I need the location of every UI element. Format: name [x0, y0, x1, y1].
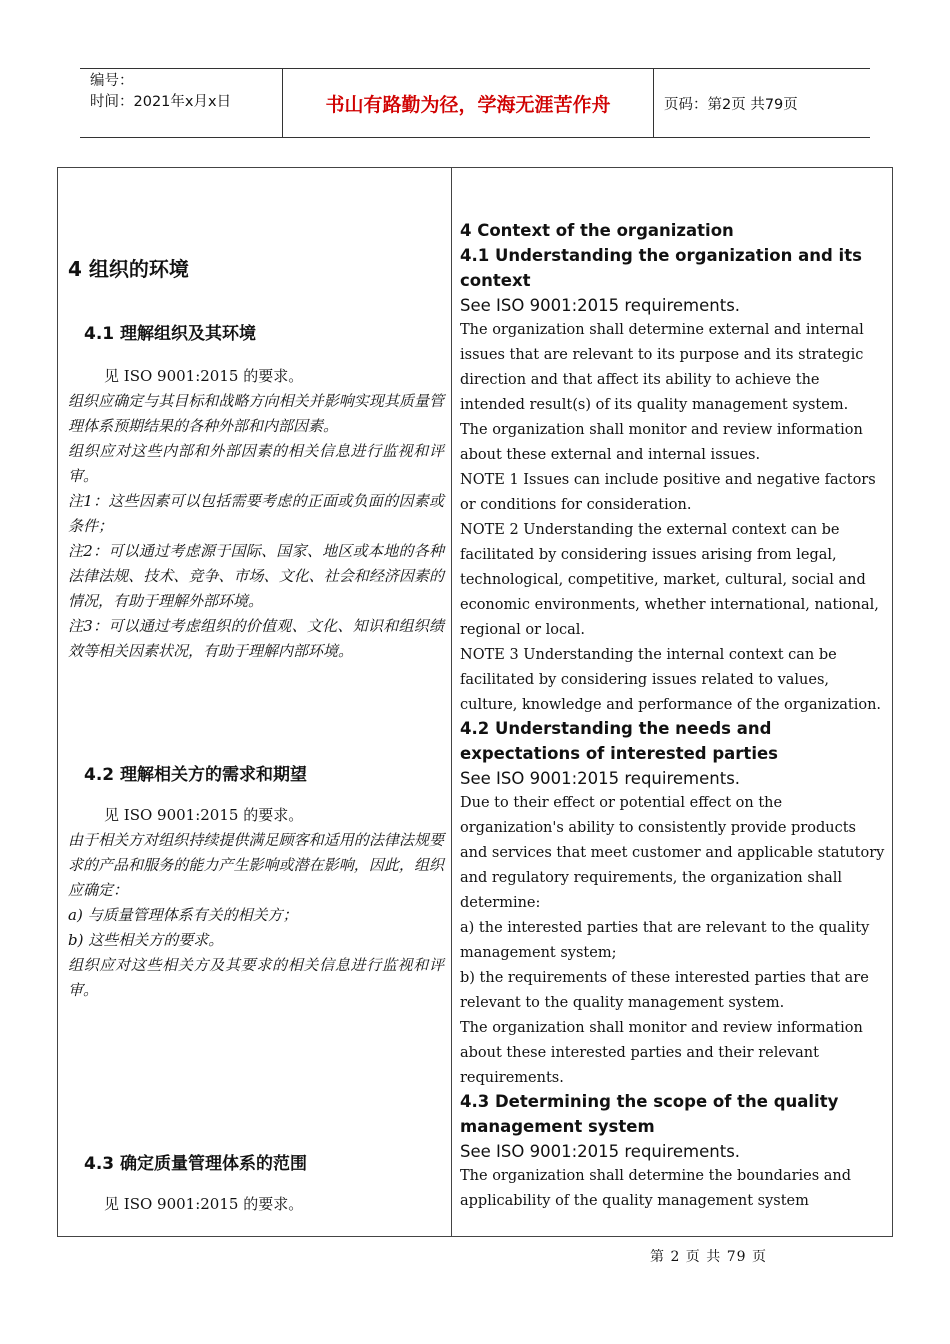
en-section-4-2 [460, 716, 885, 1091]
en-section-4-title: 4 Context of the organization [460, 221, 734, 240]
cn-section-4-title: 4 组织的环境 [68, 257, 189, 281]
cn-4-1-note-3: 注3：可以通过考虑组织的价值观、文化、知识和组织绩效等相关因素状况，有助于理解内部环境。 [68, 617, 444, 660]
en-section-4-2-see: See ISO 9001:2015 requirements. [460, 769, 741, 788]
en-section-4-1-body [460, 318, 885, 718]
cn-4-2-item-b: b) 这些相关方的要求。 [68, 931, 224, 949]
cn-4-2-para-2: 组织应对这些相关方及其要求的相关信息进行监视和评审。 [68, 956, 444, 999]
column-divider [451, 168, 452, 1236]
page-footer: 第 2 页 共 79 页 [650, 1249, 767, 1265]
en-4-2-item-a: a) the interested parties that are relevant to the quality management system; [460, 920, 870, 961]
en-4-2-para-1: Due to their effect or potential effect on the organization's ability to consistently provide products and services that meet customer and applicable statutory and regulatory requirements, the organization shall determine: [460, 795, 885, 911]
cn-4-2-para-1: 由于相关方对组织持续提供满足顾客和适用的法律法规要求的产品和服务的能力产生影响或潜在影响，因此，组织应确定： [68, 831, 444, 899]
en-4-2-para-2: The organization shall monitor and review information about these interested parties and their relevant requirements. [460, 1020, 863, 1086]
en-4-1-note-1: NOTE 1 Issues can include positive and negative factors or conditions for consideration. [460, 472, 876, 513]
cn-section-4-1-see: 见 ISO 9001:2015 的要求。 [104, 367, 304, 385]
en-section-4-3 [460, 1089, 885, 1214]
en-section-4-2-body [460, 791, 885, 1091]
cn-4-1-note-1: 注1：这些因素可以包括需要考虑的正面或负面的因素或条件； [68, 492, 444, 535]
cn-4-2-item-a: a) 与质量管理体系有关的相关方； [68, 906, 298, 924]
en-section-4-1-see: See ISO 9001:2015 requirements. [460, 296, 741, 315]
en-section-4-1-title: 4.1 Understanding the organization and its context [460, 246, 862, 290]
en-section-4-3-title: 4.3 Determining the scope of the quality management system [460, 1092, 839, 1136]
cn-section-4-2-title: 4.2 理解相关方的需求和期望 [84, 765, 308, 785]
cn-4-1-note-2: 注2：可以通过考虑源于国际、国家、地区或本地的各种法律法规、技术、竞争、市场、文化、社会和经济因素的情况，有助于理解外部环境。 [68, 542, 444, 610]
en-section-4-2-title: 4.2 Understanding the needs and expectations of interested parties [460, 719, 778, 763]
header-meta [80, 69, 282, 137]
cn-4-1-para-2: 组织应对这些内部和外部因素的相关信息进行监视和评审。 [68, 442, 444, 485]
en-4-1-note-2: NOTE 2 Understanding the external context can be facilitated by considering issues arising from legal, technological, competitive, market, cultural, social and economic environments, whether international, national, regional or local. [460, 522, 879, 638]
cn-section-4-1-body [68, 389, 444, 664]
document-time: 时间：2021年x月x日 [90, 94, 232, 110]
document-number-label: 编号： [90, 73, 134, 89]
cn-section-4-3-title: 4.3 确定质量管理体系的范围 [84, 1154, 308, 1174]
cn-section-4-2-see: 见 ISO 9001:2015 的要求。 [104, 806, 304, 824]
en-4-2-item-b: b) the requirements of these interested parties that are relevant to the quality management system. [460, 970, 869, 1011]
cn-section-4-2-body [68, 828, 444, 1003]
cn-section-4-1-title: 4.1 理解组织及其环境 [84, 324, 257, 344]
en-section-4-1 [460, 218, 885, 718]
en-4-3-para-1: The organization shall determine the boundaries and applicability of the quality management system [460, 1168, 852, 1209]
en-4-1-note-3: NOTE 3 Understanding the internal context can be facilitated by considering issues related to values, culture, knowledge and performance of the organization. [460, 647, 882, 713]
cn-4-1-para-1: 组织应确定与其目标和战略方向相关并影响实现其质量管理体系预期结果的各种外部和内部因素。 [68, 392, 444, 435]
en-4-1-para-1: The organization shall determine external and internal issues that are relevant to its purpose and its strategic direction and that affect its ability to achieve the intended result(s) of its quality management system. [460, 322, 864, 413]
en-section-4-3-see: See ISO 9001:2015 requirements. [460, 1142, 741, 1161]
bilingual-table [57, 167, 893, 1237]
header-motto: 书山有路勤为径，学海无涯苦作舟 [282, 69, 654, 137]
en-4-1-para-2: The organization shall monitor and review information about these external and internal issues. [460, 422, 863, 463]
cn-section-4-3-see: 见 ISO 9001:2015 的要求。 [104, 1195, 304, 1213]
en-section-4-3-body [460, 1164, 885, 1214]
page-header [80, 68, 870, 138]
header-page-indicator: 页码：第2页 共79页 [664, 96, 798, 113]
